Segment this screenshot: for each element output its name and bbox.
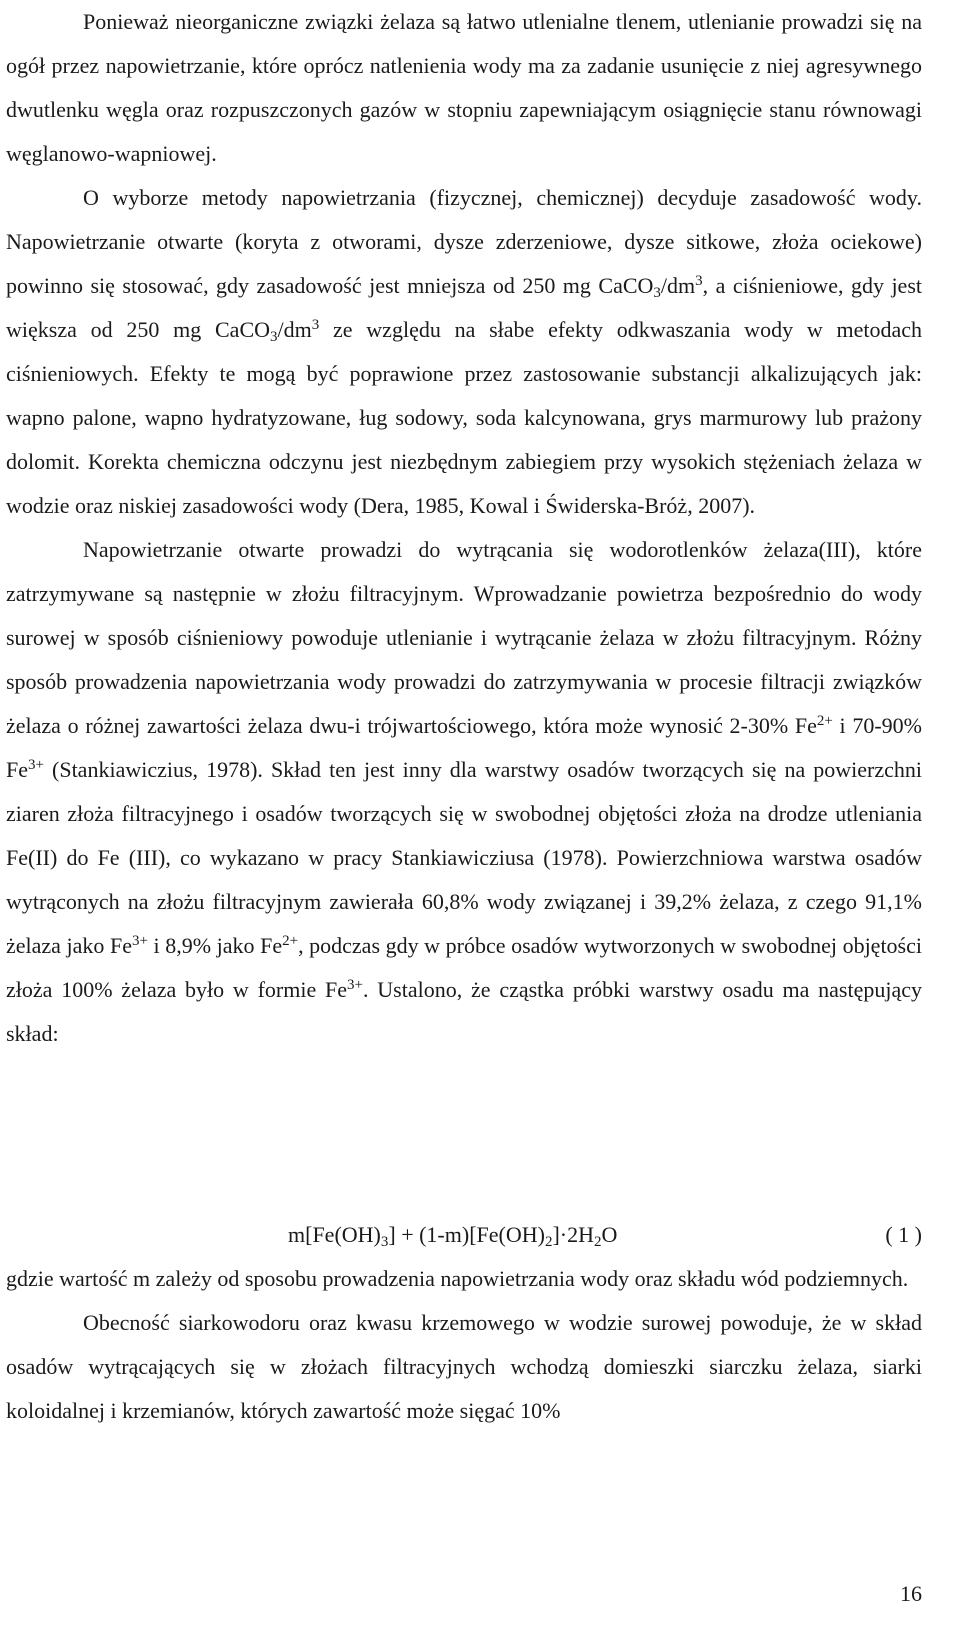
subscript: 3 xyxy=(270,329,278,345)
page-number: 16 xyxy=(900,1581,922,1606)
subscript: 2 xyxy=(594,1234,602,1250)
superscript: 2+ xyxy=(816,713,833,729)
paragraph-text: Napowietrzanie otwarte prowadzi do wytrącania się wodorotlenków żelaza(III), które zatrzymywane są następnie w złożu filtracyjnym. Wprowadzanie powietrza bezpośrednio do wody surowej w sposób ciśnieniowy powoduje utlenianie i wytrącanie żelaza w złożu filtracyjnym. Różny sposób prowadzenia napowietrzania wody prowadzi do zatrzymywania w procesie filtracji związków żelaza o różnej zawartości żelaza dwu-i trójwartościowego, która może wynosić 2-30% Fe xyxy=(6,537,922,738)
equation-part: O xyxy=(601,1222,618,1247)
paragraph-text: Ponieważ nieorganiczne związki żelaza są łatwo utlenialne tlenem, utlenianie prowadzi się na ogół przez napowietrzanie, które oprócz natlenienia wody ma za zadanie usunięcie z niej agresywnego dwutlenku węgla oraz rozpuszczonych gazów w stopniu zapewniającym osiągnięcie stanu równowagi węglanowo-wapniowej. xyxy=(6,9,922,166)
paragraph-text: , a ciśnieniowe, gdy jest większa od 250 mg CaCO xyxy=(6,273,922,342)
paragraph-text: gdzie wartość m zależy od sposobu prowadzenia napowietrzania wody oraz składu wód podziemnych. xyxy=(6,1266,909,1291)
paragraph-hydrogen-sulfide xyxy=(6,1301,922,1433)
paragraph-text: Obecność siarkowodoru oraz kwasu krzemowego w wodzie surowej powoduje, że w skład osadów wytrącających się w złożach filtracyjnych wchodzą domieszki siarczku żelaza, siarki koloidalnej i krzemianów, których zawartość może sięgać 10% xyxy=(6,1310,922,1423)
paragraph-oxidation-intro xyxy=(6,0,922,176)
equation-part: ] + (1-m)[Fe(OH) xyxy=(388,1222,545,1247)
paragraph-text: i 8,9% jako Fe xyxy=(147,933,283,958)
subscript: 2 xyxy=(544,1234,553,1250)
paragraph-text: O wyborze metody napowietrzania (fizycznej, chemicznej) decyduje zasadowość wody. Napowietrzanie otwarte (koryta z otworami, dysze zderzeniowe, dysze sitkowe, złoża ociekowe) powinno się stosować, gdy zasadowość jest mniejsza od 250 mg CaCO xyxy=(6,185,922,298)
body-text-bottom xyxy=(6,1257,922,1433)
subscript: 3 xyxy=(653,285,661,301)
equation-part: m[Fe(OH) xyxy=(288,1222,381,1247)
body-text-top xyxy=(6,0,922,1056)
paragraph-text: ze względu na słabe efekty odkwaszania wody w metodach ciśnieniowych. Efekty te mogą być poprawione przez zastosowanie substancji alkalizujących jak: wapno palone, wapno hydratyzowane, ług sodowy, soda kalcynowana, grys marmurowy lub prażony dolomit. Korekta chemiczna odczynu jest niezbędnym zabiegiem przy wysokich stężeniach żelaza w wodzie oraz niskiej zasadowości wody (Dera, 1985, Kowal i Świderska-Bróż, 2007). xyxy=(6,317,922,518)
subscript: 3 xyxy=(380,1234,389,1250)
superscript: 3 xyxy=(311,317,320,333)
equation-formula xyxy=(288,1213,617,1257)
paragraph-aeration-method xyxy=(6,176,922,528)
paragraph-where-m xyxy=(6,1257,922,1301)
paragraph-text: /dm xyxy=(277,317,312,342)
paragraph-text: i 70-90% Fe xyxy=(6,713,923,782)
paragraph-text: . Ustalono, że cząstka próbki warstwy osadu ma następujący skład: xyxy=(6,977,923,1046)
paragraph-text: , podczas gdy w próbce osadów wytworzonych w swobodnej objętości złoża 100% żelaza było w formie Fe xyxy=(6,933,922,1002)
paragraph-text: (Stankiawiczius, 1978). Skład ten jest inny dla warstwy osadów tworzących się na powierzchni ziaren złoża filtracyjnego i osadów tworzących się w swobodnej objętości złoża na drodze utleniania Fe(II) do Fe (III), co wykazano w pracy Stankiawicziusa (1978). Powierzchniowa warstwa osadów wytrąconych na złożu filtracyjnym zawierała 60,8% wody związanej i 39,2% żelaza, z czego 91,1% żelaza jako Fe xyxy=(6,757,922,958)
paragraph-open-aeration xyxy=(6,528,922,1056)
equation-1 xyxy=(6,1213,922,1257)
superscript: 3+ xyxy=(28,757,44,773)
paragraph-text: /dm xyxy=(660,273,696,298)
superscript: 3 xyxy=(695,273,703,289)
equation-number: ( 1 ) xyxy=(885,1222,922,1247)
superscript: 3+ xyxy=(347,977,363,993)
superscript: 3+ xyxy=(131,933,148,949)
superscript: 2+ xyxy=(282,933,299,949)
equation-part: ]·2H xyxy=(552,1222,594,1247)
